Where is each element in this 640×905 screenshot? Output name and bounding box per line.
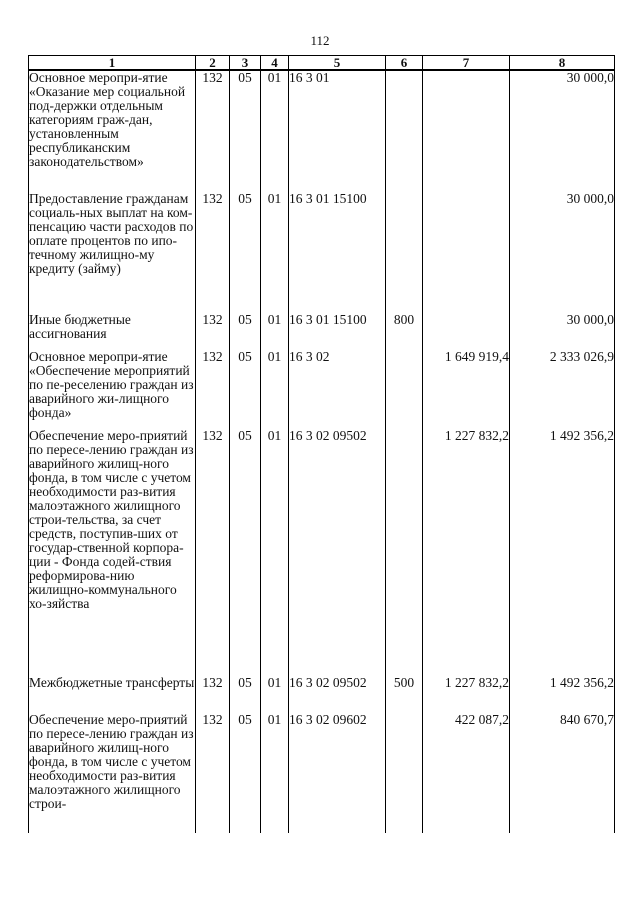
cell-col3: 05 bbox=[230, 350, 261, 421]
cell-col4: 01 bbox=[261, 313, 289, 342]
table-row bbox=[29, 192, 615, 305]
table-row bbox=[29, 313, 615, 342]
column-header: 6 bbox=[386, 56, 423, 71]
cell-col8: 30 000,0 bbox=[510, 192, 615, 305]
cell-col5: 16 3 02 bbox=[289, 350, 386, 421]
cell-col4: 01 bbox=[261, 676, 289, 705]
cell-col4: 01 bbox=[261, 429, 289, 668]
cell-col3: 05 bbox=[230, 676, 261, 705]
table-row bbox=[29, 713, 615, 833]
cell-col2: 132 bbox=[196, 429, 230, 668]
cell-col5: 16 3 02 09502 bbox=[289, 429, 386, 668]
cell-col8: 30 000,0 bbox=[510, 313, 615, 342]
page-number: 112 bbox=[310, 33, 330, 48]
cell-col7: 1 649 919,4 bbox=[423, 350, 510, 421]
budget-table bbox=[28, 55, 615, 833]
cell-col8: 30 000,0 bbox=[510, 70, 615, 184]
table-row bbox=[29, 676, 615, 705]
cell-col5: 16 3 01 15100 bbox=[289, 313, 386, 342]
cell-col2: 132 bbox=[196, 192, 230, 305]
cell-col7 bbox=[423, 192, 510, 305]
row-name: Обеспечение меро-приятий по пересе-лению граждан из аварийного жилищ-ного фонда, в том числе с учетом необходимости раз-вития малоэтажного жилищного строи- bbox=[29, 713, 196, 833]
column-header: 3 bbox=[230, 56, 261, 71]
cell-col8: 840 670,7 bbox=[510, 713, 615, 833]
cell-col6 bbox=[386, 70, 423, 184]
cell-col2: 132 bbox=[196, 70, 230, 184]
row-name: Основное меропри-ятие «Обеспечение мероприятий по пе-реселению граждан из аварийного жи-лищного фонда» bbox=[29, 349, 194, 420]
cell-col6 bbox=[386, 713, 423, 833]
cell-col8: 1 492 356,2 bbox=[510, 429, 615, 668]
cell-col3: 05 bbox=[230, 313, 261, 342]
table-row bbox=[29, 429, 615, 668]
row-name: Иные бюджетные ассигнования bbox=[29, 313, 196, 342]
cell-col2: 132 bbox=[196, 313, 230, 342]
cell-col3: 05 bbox=[230, 192, 261, 305]
cell-col3: 05 bbox=[230, 713, 261, 833]
cell-col3: 05 bbox=[230, 429, 261, 668]
cell-col7 bbox=[423, 313, 510, 342]
cell-col4: 01 bbox=[261, 192, 289, 305]
cell-col3: 05 bbox=[230, 70, 261, 184]
column-header: 4 bbox=[261, 56, 289, 71]
row-name: Основное меропри-ятие «Оказание мер социальной под-держки отдельным категориям граж-дан, установленным республиканским законодательством» bbox=[29, 70, 196, 184]
cell-col6: 800 bbox=[386, 313, 423, 342]
cell-col5: 16 3 02 09502 bbox=[289, 676, 386, 705]
cell-col7: 1 227 832,2 bbox=[423, 676, 510, 705]
cell-col8: 1 492 356,2 bbox=[510, 676, 615, 705]
row-name: Предоставление гражданам социаль-ных выплат на ком-пенсацию части расходов по оплате процентов по ипо-течному жилищно-му кредиту (займу) bbox=[29, 192, 196, 305]
cell-col6 bbox=[386, 350, 423, 421]
cell-col4: 01 bbox=[261, 70, 289, 184]
column-header: 8 bbox=[510, 56, 615, 71]
row-name: Межбюджетные трансферты bbox=[29, 676, 196, 705]
cell-col5: 16 3 01 bbox=[289, 70, 386, 184]
column-header: 5 bbox=[289, 56, 386, 71]
cell-col7: 422 087,2 bbox=[423, 713, 510, 833]
column-header: 7 bbox=[423, 56, 510, 71]
cell-col2: 132 bbox=[196, 350, 230, 421]
table-row bbox=[29, 70, 615, 184]
header-row bbox=[29, 56, 615, 71]
cell-col6: 500 bbox=[386, 676, 423, 705]
cell-col8: 2 333 026,9 bbox=[510, 350, 615, 421]
cell-col7: 1 227 832,2 bbox=[423, 429, 510, 668]
cell-col5: 16 3 02 09602 bbox=[289, 713, 386, 833]
cell-col4: 01 bbox=[261, 350, 289, 421]
table-row bbox=[29, 350, 615, 421]
column-header: 2 bbox=[196, 56, 230, 71]
row-name: Обеспечение меро-приятий по пересе-лению граждан из аварийного жилищ-ного фонда, в том числе с учетом необходимости раз-вития малоэтажного жилищного строи-тельства, за счет средств, поступив-ших от государ-ственной корпора-ции - Фонда содей-ствия реформирова-нию жилищно-коммунального хо-зяйства bbox=[29, 429, 196, 668]
cell-col7 bbox=[423, 70, 510, 184]
cell-col6 bbox=[386, 192, 423, 305]
cell-col2: 132 bbox=[196, 713, 230, 833]
cell-col4: 01 bbox=[261, 713, 289, 833]
cell-col5: 16 3 01 15100 bbox=[289, 192, 386, 305]
cell-col6 bbox=[386, 429, 423, 668]
cell-col2: 132 bbox=[196, 676, 230, 705]
column-header: 1 bbox=[29, 56, 196, 71]
